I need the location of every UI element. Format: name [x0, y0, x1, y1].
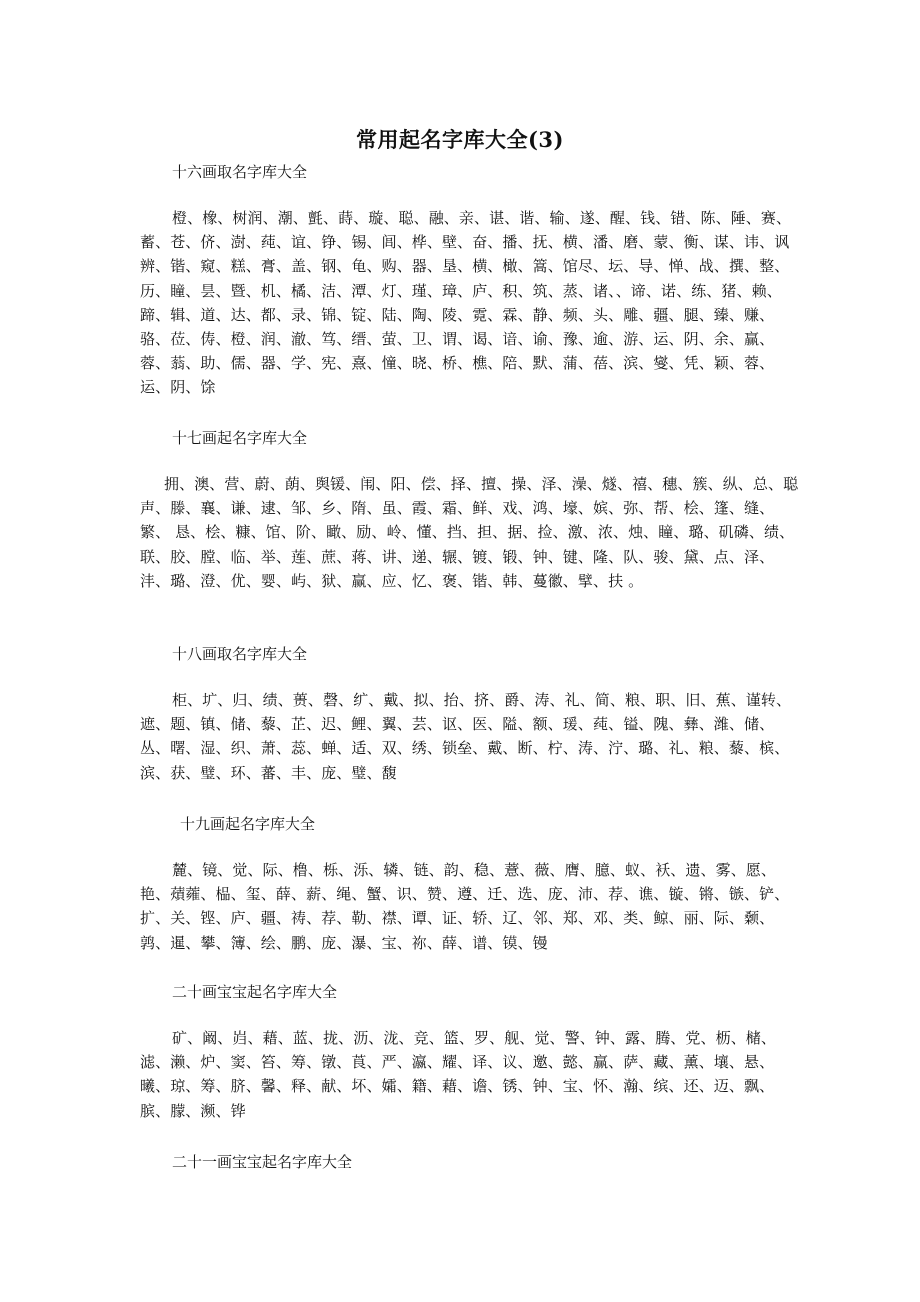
section-heading: 二十一画宝宝起名字库大全	[172, 1153, 353, 1171]
section-18-strokes	[140, 642, 800, 785]
section-heading: 十六画取名字库大全	[172, 163, 308, 181]
section-19-strokes	[140, 812, 800, 955]
section-heading: 十八画取名字库大全	[172, 645, 308, 663]
section-heading: 十九画起名字库大全	[180, 815, 316, 833]
section-21-strokes	[140, 1150, 800, 1174]
section-heading: 二十画宝宝起名字库大全	[172, 983, 338, 1001]
section-character-list: 矿、阚、岿、藉、蓝、拢、沥、泷、竞、篮、罗、舰、觉、警、钟、露、腾、党、枥、槠、滤、濑、炉、窦、笞、筹、镦、莨、严、瀛、耀、译、议、邀、懿、赢、萨、藏、薰、壤、悬、曦、琼、筹、脐、馨、释、献、坏、孀、籍、藉、谵、锈、钟、宝、怀、瀚、缤、还、迈、飘、膑、朦、濒、铧	[140, 1029, 777, 1120]
section-17-strokes	[140, 426, 800, 593]
section-character-list: 拥、澳、营、蔚、蓢、舆锾、闱、阳、偿、择、擅、操、泽、澡、燧、禧、穗、簇、纵、总、聪声、滕、襄、谦、逮、邹、乡、隋、虽、霞、霜、鲜、戏、鸿、壕、嫔、弥、帮、桧、篷、缝、繁、 恳、桧、糠、馆、阶、瞰、励、岭、懂、挡、担、据、捡、激、浓、烛、瞳、璐、矶磷、绩、联、胶、膛、临、举、莲、蔗、蒋、讲、递、辗、镀、锻、钟、键、隆、队、骏、黛、点、泽、沣、璐、澄、优、婴、屿、狱、赢、应、忆、褒、锴、韩、蔓徽、擘、扶 。	[140, 475, 799, 590]
section-character-list: 麓、镜、觉、际、橹、栎、泺、辚、链、韵、稳、薏、薇、膺、臆、蚁、袄、遗、雾、愿、艳、薠蕹、榀、玺、薛、薪、绳、蟹、识、赞、遵、迁、选、庞、沛、荐、谯、镟、锵、镞、铲、扩、关、铿、庐、疆、祷、荐、勒、襟、谭、证、轿、辽、邻、郑、邓、类、鲸、丽、际、颡、鹑、暹、攀、簿、绘、鹏、庞、瀑、宝、祢、薛、谱、镆、镘	[140, 861, 790, 952]
document-title: 常用起名字库大全(3)	[356, 127, 564, 152]
section-heading: 十七画起名字库大全	[172, 429, 308, 447]
section-character-list: 橙、橡、树润、潮、氈、蒔、璇、聪、融、亲、谌、谐、输、遂、醒、钱、错、陈、陲、赛、蓄、苍、侪、澍、莼、谊、铮、锡、闾、桦、壁、奋、播、抚、横、潘、磨、蒙、衡、谋、讳、讽辨、锴、窥、糕、膏、盖、钢、龟、购、器、垦、横、橄、篙、馆尽、坛、导、惮、战、撰、整、历、瞳、昙、暨、机、橘、洁、潭、灯、瑾、璋、庐、积、筑、蒸、诸、、谛、诺、练、猪、赖、蹄、辑、道、达、都、录、锦、锭、陆、陶、陵、霓、霖、静、频、头、雕、疆、腿、臻、赚、骆、莅、俦、橙、润、澈、笃、缙、萤、卫、谓、谒、谙、谕、豫、逾、游、运、阴、余、赢、蓉、蓊、助、儒、器、学、宪、熹、憧、晓、桥、樵、陪、默、蒲、蓓、滨、燮、凭、颖、蓉、运、阴、馀	[140, 209, 792, 397]
section-16-strokes	[140, 160, 800, 400]
section-20-strokes	[140, 980, 800, 1123]
section-character-list: 柜、圹、归、绩、蒉、磬、纩、戴、拟、抬、挤、爵、涛、礼、简、粮、职、旧、蕉、谨转、遮、题、镇、储、藜、芷、迟、鲤、翼、芸、讴、医、隘、额、瑗、莼、镒、隗、彝、潍、储、丛、曙、湿、织、萧、蕊、蝉、适、双、绣、锁垒、戴、断、柠、涛、泞、璐、礼、粮、藜、槟、滨、获、璧、环、蕃、丰、庞、璧、馥	[140, 691, 792, 782]
